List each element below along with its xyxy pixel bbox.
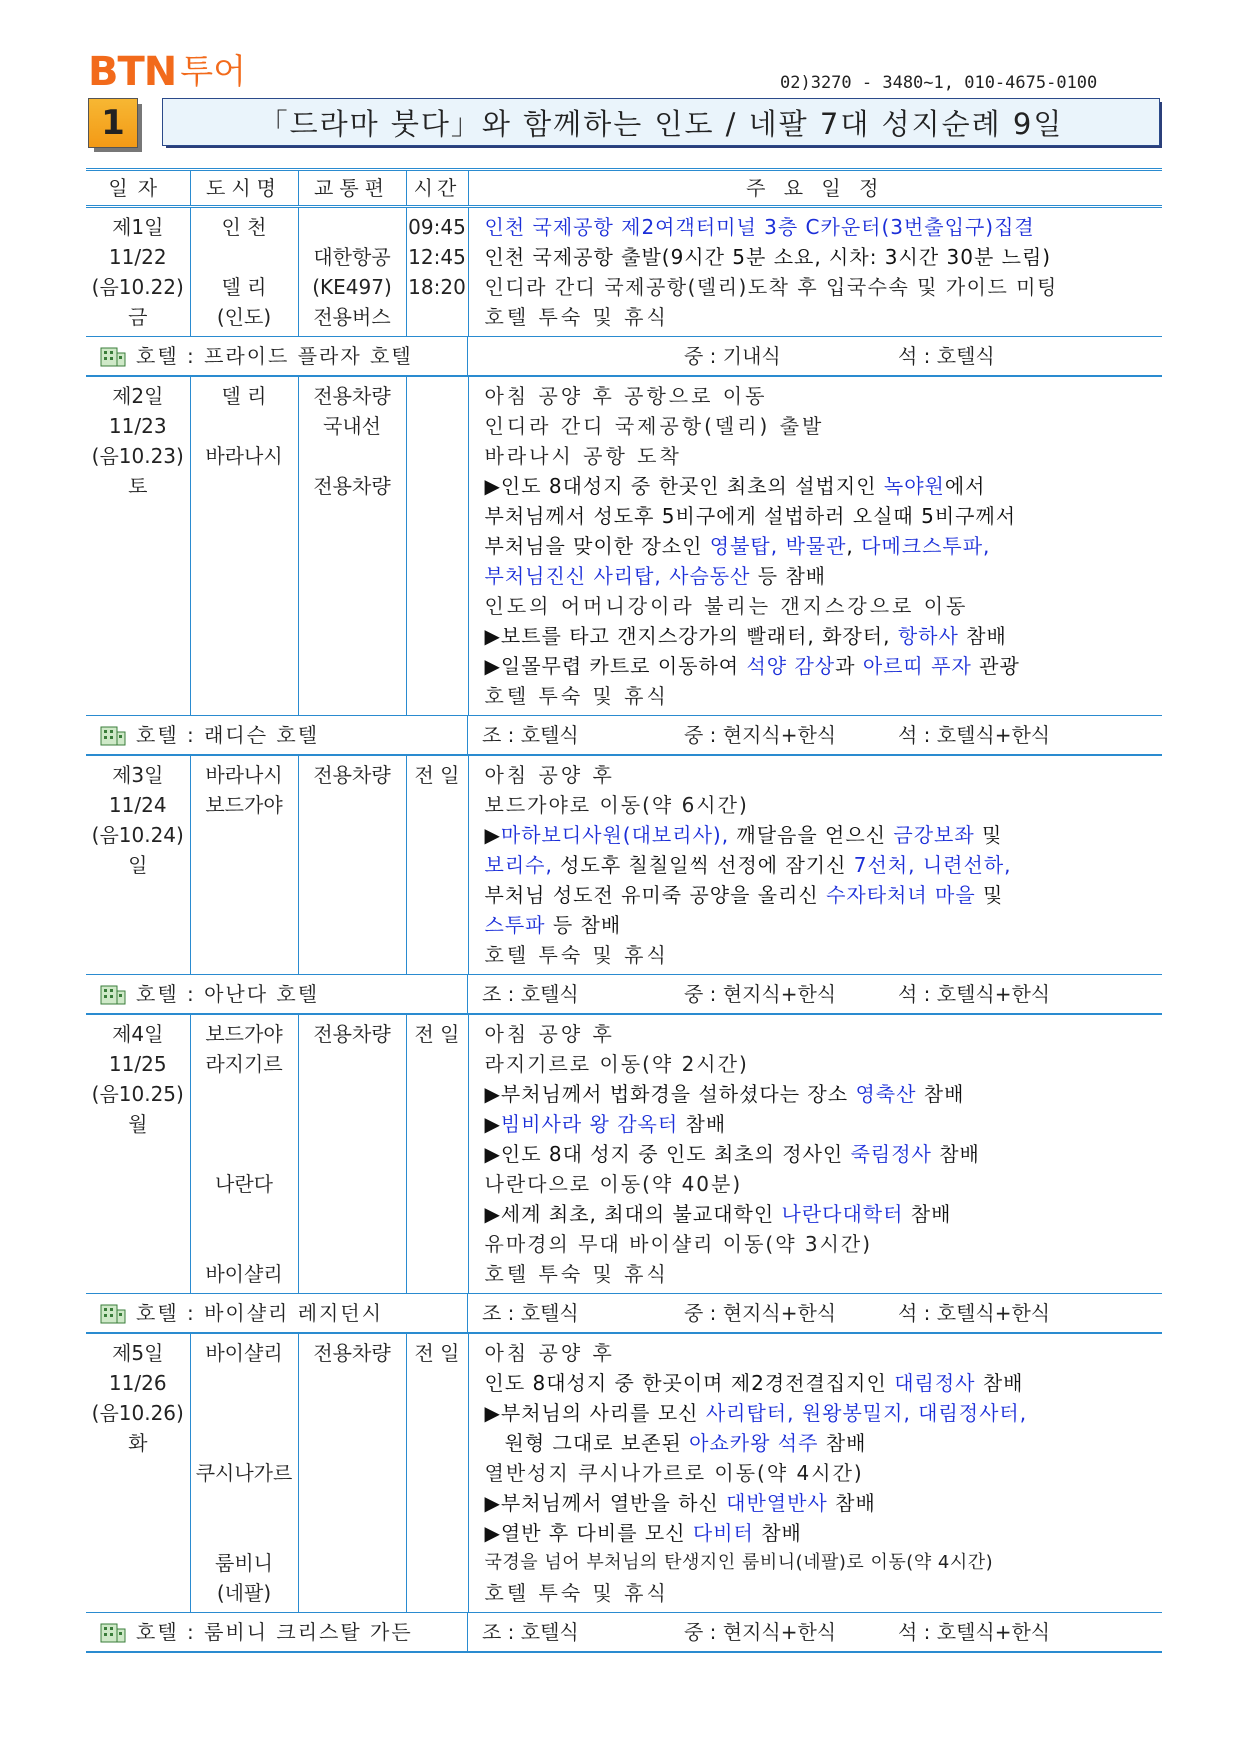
day-label: 제2일 [112,384,164,408]
schedule-line: 부처님께서 성도후 5비구에게 설법하러 오실때 5비구께서 [484,504,1017,528]
transport-item: 국내선 [323,414,381,438]
schedule-line [485,1428,1163,1458]
highlight-place: 항하사 [897,624,959,648]
schedule-line [485,1488,1163,1518]
schedule-line: 아침 공양 후 [484,763,615,787]
meal-dinner: 석 : 호텔식+한식 [898,982,1051,1006]
text-segment: 및 [974,823,1003,847]
day-lunar: (음10.25) [91,1082,184,1106]
schedule-line: 국경을 넘어 부처님의 탄생지인 룸비니(네팔)로 이동(약 4시간) [484,1552,994,1573]
schedule-line [485,1368,1163,1398]
day-lunar: (음10.26) [91,1401,184,1425]
day-label: 제3일 [112,763,164,787]
hotel-cell [86,716,468,756]
time-item: 전 일 [414,1341,460,1365]
time-item: 전 일 [414,763,460,787]
table-row [86,1333,1162,1613]
schedule-line [485,820,1163,850]
text-segment: 깨달음을 얻으신 [729,823,894,847]
hotel-building-icon [100,983,126,1005]
meals-cell [468,716,1162,756]
schedule-line: 유마경의 무대 바이샬리 이동(약 3시간) [484,1232,873,1256]
day-date: 11/25 [108,1052,167,1076]
col-header-transport: 교통편 [298,170,406,207]
hotel-cell [86,1294,468,1334]
page-title: 「드라마 붓다」와 함께하는 인도 / 네팔 7대 성지순례 9일 [162,98,1160,146]
meal-breakfast: 조 : 호텔식 [482,1301,579,1325]
highlight-place: 녹야원 [883,474,945,498]
text-segment: ▶인도 8대성지 중 한곳인 최초의 설법지인 [484,474,884,498]
hotel-building-icon [100,1302,126,1324]
text-segment: 참배 [916,1082,965,1106]
hotel-building-icon [100,724,126,746]
table-row [86,207,1162,337]
hotel-row [86,716,1162,756]
hotel-name: 호텔 : 프라이드 플라자 호텔 [136,344,413,368]
day-cell [86,1333,190,1613]
city-name: 바이샬리 [205,1341,283,1365]
day-cell [86,207,190,337]
text-segment: ▶일몰무렵 카트로 이동하여 [484,654,747,678]
city-name: 룸비니 [215,1551,273,1575]
time-cell [406,207,468,337]
highlight-place: 빔비사라 왕 감옥터 [500,1112,679,1136]
schedule-line [485,880,1163,910]
time-cell [406,1014,468,1294]
contact-phone: 02)3270 - 3480~1, 010-4675-0100 [780,73,1098,93]
transport-cell [298,1333,406,1613]
transport-item: 전용버스 [313,305,391,329]
meals-cell [468,337,1162,377]
text-segment: ▶부처님의 사리를 모신 [484,1401,706,1425]
meal-lunch: 중 : 현지식+한식 [684,1620,837,1644]
schedule-cell [468,755,1162,975]
hotel-cell [86,337,468,377]
meal-dinner: 석 : 호텔식+한식 [898,723,1051,747]
hotel-building-icon [100,1621,126,1643]
highlight-place: 수자타처녀 마을 [826,883,976,907]
schedule-cell [468,376,1162,716]
transport-item: 전용차량 [313,763,391,787]
highlight-place: 7선처, 니련선하, [853,853,1012,877]
transport-item: (KE497) [312,275,392,299]
text-segment: ▶보트를 타고 갠지스강가의 빨래터, 화장터, [484,624,898,648]
table-row [86,376,1162,716]
city-name: 나란다 [215,1172,273,1196]
day-date: 11/22 [108,245,167,269]
text-segment: 원형 그대로 보존된 [504,1431,690,1455]
highlight-place: 스투파 [484,913,546,937]
time-cell [406,1333,468,1613]
city-name [191,411,298,441]
time-item: 12:45 [408,245,466,269]
transport-item: 전용차량 [313,384,391,408]
city-name: 델 리 [221,384,267,408]
city-name: 쿠시나가르 [195,1461,293,1485]
day-lunar: (음10.24) [91,823,184,847]
time-item: 전 일 [414,1022,460,1046]
text-segment: ▶열반 후 다비를 모신 [484,1521,693,1545]
text-segment: 참배 [827,1491,876,1515]
city-name: (인도) [216,305,272,329]
hotel-row [86,337,1162,377]
city-name: 보드가야 [205,793,283,817]
text-segment: 참배 [903,1202,952,1226]
hotel-row [86,1613,1162,1653]
col-header-city: 도시명 [190,170,298,207]
city-cell [190,1014,298,1294]
schedule-line [485,850,1163,880]
text-segment: 등 참배 [545,913,622,937]
schedule-line [485,1518,1163,1548]
text-segment: 등 참배 [750,564,827,588]
city-name: (네팔) [216,1581,272,1605]
city-cell [190,755,298,975]
text-segment: 에서 [944,474,986,498]
highlight-place: 다메크스투파, [861,534,991,558]
schedule-line [485,1109,1163,1139]
text-segment: 부처님을 맞이한 장소인 [484,534,710,558]
text-segment: 참배 [931,1142,980,1166]
highlight-place: 사리탑터, 원왕봉밀지, 대림정사터, [705,1401,1028,1425]
text-segment: 참배 [753,1521,802,1545]
city-cell [190,207,298,337]
schedule-line: 호텔 투숙 및 휴식 [484,943,669,967]
schedule-line: 호텔 투숙 및 휴식 [484,305,669,329]
schedule-cell [468,1333,1162,1613]
text-segment: 참배 [975,1371,1024,1395]
schedule-line: 라지기르로 이동(약 2시간) [484,1052,749,1076]
day-cell [86,755,190,975]
schedule-line: 호텔 투숙 및 휴식 [484,1581,669,1605]
meal-dinner: 석 : 호텔식 [898,344,995,368]
text-segment: ▶부처님께서 열반을 하신 [484,1491,727,1515]
city-name: 인 천 [221,215,267,239]
schedule-line [485,1398,1163,1428]
logo-tour-text: 투어 [180,52,246,92]
hotel-cell [86,975,468,1015]
highlight-place: 다비터 [692,1521,754,1545]
text-segment: ▶ [484,1112,501,1136]
transport-item: 전용차량 [313,1341,391,1365]
schedule-line [485,471,1163,501]
day-date: 11/26 [108,1371,167,1395]
transport-cell [298,207,406,337]
text-segment: ▶부처님께서 법화경을 설하셨다는 장소 [484,1082,856,1106]
day-weekday: 월 [128,1112,148,1136]
city-name: 바라나시 [205,763,283,787]
col-header-schedule: 주 요 일 정 [468,170,1162,207]
transport-cell [298,755,406,975]
hotel-name: 호텔 : 아난다 호텔 [136,982,320,1006]
transport-cell [298,1014,406,1294]
text-segment: 부처님 성도전 유미죽 공양을 올리신 [484,883,827,907]
schedule-line [485,1079,1163,1109]
time-item: 09:45 [408,215,466,239]
meal-breakfast: 조 : 호텔식 [482,982,579,1006]
day-weekday: 금 [128,305,148,329]
text-segment: ▶세계 최초, 최대의 불교대학인 [484,1202,782,1226]
schedule-line: 보드가야로 이동(약 6시간) [484,793,749,817]
day-label: 제1일 [112,215,164,239]
city-name: 델 리 [221,275,267,299]
day-label: 제4일 [112,1022,164,1046]
transport-item: 대한항공 [313,245,391,269]
logo-btn-text: BTN [88,49,177,95]
text-segment: 참배 [958,624,1007,648]
schedule-line [485,621,1163,651]
text-segment: , [846,534,862,558]
schedule-cell [468,1014,1162,1294]
highlight-place: 마하보디사원(대보리사), [500,823,730,847]
text-segment: ▶ [484,823,501,847]
transport-cell [298,376,406,716]
schedule-line: 아침 공양 후 [484,1341,615,1365]
highlight-place: 대반열반사 [726,1491,828,1515]
time-item: 18:20 [408,275,466,299]
city-name: 바라나시 [205,444,283,468]
schedule-line: 인디라 간디 국제공항(델리) 출발 [484,414,825,438]
day-cell [86,1014,190,1294]
highlight-place: 영축산 [855,1082,917,1106]
page-number-badge: 1 [88,98,138,148]
itinerary-table [86,168,1162,1653]
schedule-line: 인천 국제공항 제2여객터미널 3층 C카운터(3번출입구)집결 [484,215,1035,239]
city-name: 보드가야 [205,1022,283,1046]
day-lunar: (음10.22) [91,275,184,299]
transport-item: 전용차량 [313,1022,391,1046]
schedule-line: 아침 공양 후 공항으로 이동 [484,384,768,408]
schedule-line: 인도의 어머니강이라 불리는 갠지스강으로 이동 [484,594,969,618]
title-bar [88,98,1162,150]
hotel-cell [86,1613,468,1653]
schedule-cell [468,207,1162,337]
highlight-place: 영불탑, 박물관 [709,534,847,558]
meals-cell [468,1613,1162,1653]
schedule-line: 호텔 투숙 및 휴식 [484,1262,669,1286]
day-date: 11/23 [108,414,167,438]
schedule-line [485,561,1163,591]
schedule-line: 나란다으로 이동(약 40분) [484,1172,743,1196]
city-name: 바이샬리 [205,1262,283,1286]
hotel-name: 호텔 : 래디슨 호텔 [136,723,320,747]
meal-lunch: 중 : 기내식 [684,344,781,368]
highlight-place: 부처님진신 사리탑, 사슴동산 [484,564,751,588]
city-cell [190,376,298,716]
meals-cell [468,975,1162,1015]
schedule-line [485,651,1163,681]
meal-lunch: 중 : 현지식+한식 [684,723,837,747]
text-segment: 인도 8대성지 중 한곳이며 제2경전결집지인 [484,1371,895,1395]
meal-lunch: 중 : 현지식+한식 [684,982,837,1006]
schedule-line: 바라나시 공항 도착 [484,444,682,468]
city-cell [190,1333,298,1613]
text-segment: 참배 [678,1112,727,1136]
meal-dinner: 석 : 호텔식+한식 [898,1620,1051,1644]
highlight-place: 석양 감상 [746,654,836,678]
table-row [86,1014,1162,1294]
hotel-building-icon [100,345,126,367]
schedule-line: 아침 공양 후 [484,1022,615,1046]
highlight-place: 죽림정사 [850,1142,932,1166]
text-segment: 과 [835,654,863,678]
text-segment: 관광 [971,654,1020,678]
meal-breakfast: 조 : 호텔식 [482,1620,579,1644]
meal-dinner: 석 : 호텔식+한식 [898,1301,1051,1325]
transport-item [299,212,406,242]
highlight-place: 금강보좌 [893,823,975,847]
day-weekday: 화 [128,1431,148,1455]
time-cell [406,376,468,716]
brand-logo [88,49,246,95]
time-cell [406,755,468,975]
meal-lunch: 중 : 현지식+한식 [684,1301,837,1325]
hotel-row [86,1294,1162,1334]
day-lunar: (음10.23) [91,444,184,468]
day-cell [86,376,190,716]
table-header-row [86,170,1162,207]
text-segment: ▶인도 8대 성지 중 인도 최초의 정사인 [484,1142,851,1166]
transport-item [299,441,406,471]
city-name: 라지기르 [205,1052,283,1076]
schedule-line: 호텔 투숙 및 휴식 [484,684,669,708]
city-name [191,242,298,272]
text-segment: 및 [975,883,1004,907]
highlight-place: 나란다대학터 [781,1202,904,1226]
col-header-date: 일자 [86,170,190,207]
text-segment: 성도후 칠칠일씩 선정에 잠기신 [552,853,854,877]
schedule-line [485,531,1163,561]
meals-cell [468,1294,1162,1334]
col-header-time: 시간 [406,170,468,207]
day-weekday: 토 [128,474,148,498]
schedule-line [485,1199,1163,1229]
schedule-line: 열반성지 쿠시나가르로 이동(약 4시간) [484,1461,864,1485]
transport-item: 전용차량 [313,474,391,498]
schedule-line [485,1139,1163,1169]
hotel-name: 호텔 : 룸비니 크리스탈 가든 [136,1620,413,1644]
hotel-name: 호텔 : 바이샬리 레지던시 [136,1301,384,1325]
highlight-place: 아쇼카왕 석주 [689,1431,819,1455]
day-weekday: 일 [128,853,148,877]
hotel-row [86,975,1162,1015]
schedule-line [485,910,1163,940]
table-row [86,755,1162,975]
highlight-place: 아르띠 푸자 [862,654,972,678]
day-label: 제5일 [112,1341,164,1365]
day-date: 11/24 [108,793,167,817]
text-segment: 참배 [818,1431,867,1455]
schedule-line: 인디라 간디 국제공항(델리)도착 후 입국수속 및 가이드 미팅 [484,275,1058,299]
meal-breakfast: 조 : 호텔식 [482,723,579,747]
highlight-place: 보리수, [484,853,553,877]
highlight-place: 대림정사 [894,1371,976,1395]
schedule-line: 인천 국제공항 출발(9시간 5분 소요, 시차: 3시간 30분 느림) [484,245,1052,269]
